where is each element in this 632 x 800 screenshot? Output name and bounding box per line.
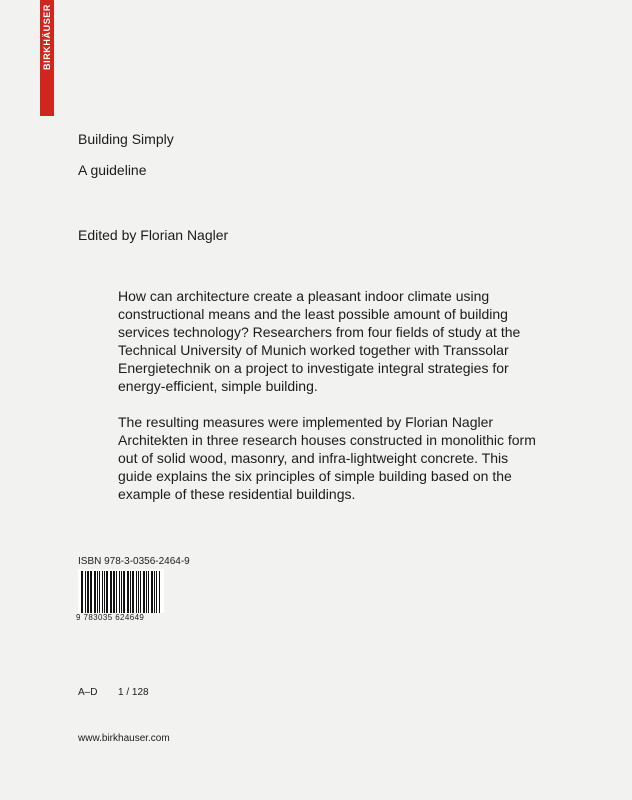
book-description bbox=[118, 287, 538, 521]
barcode-bar bbox=[87, 571, 89, 613]
barcode-bar bbox=[130, 571, 131, 613]
barcode-bar bbox=[136, 571, 137, 613]
barcode-bar bbox=[102, 571, 103, 613]
barcode-bar bbox=[113, 571, 115, 613]
barcode-bar bbox=[132, 571, 134, 613]
barcode-digits: 9 783035 624649 bbox=[76, 613, 168, 622]
barcode-bar bbox=[110, 571, 112, 613]
barcode-bar bbox=[140, 571, 141, 613]
volume-count: 1 / 128 bbox=[118, 687, 149, 698]
barcode-bar bbox=[159, 571, 160, 613]
barcode-bar bbox=[127, 571, 129, 613]
barcode-bar bbox=[97, 571, 98, 613]
barcode-bar bbox=[138, 571, 139, 613]
barcode-bar bbox=[121, 571, 122, 613]
barcode-bar bbox=[119, 571, 120, 613]
barcode-bar bbox=[116, 571, 117, 613]
description-paragraph-2: The resulting measures were implemented by Florian Nagler Architekten in three research houses constructed in monolithic form out of solid wood, masonry, and infra-lightweight concrete. This guide explains the six principles of simple building based on the example of these residential buildings. bbox=[118, 414, 536, 502]
barcode-bar bbox=[94, 571, 96, 613]
barcode-bar bbox=[143, 571, 145, 613]
description-paragraph-1: How can architecture create a pleasant indoor climate using constructional means and the least possible amount of building services technology? Researchers from four fields of study at the Technical University of Munich worked together with Transsolar Energietechnik on a project to investigate integral strategies for energy-efficient, simple building. bbox=[118, 288, 521, 394]
barcode-bar bbox=[85, 571, 86, 613]
barcode-bar bbox=[81, 571, 83, 613]
publisher-logo: BIRKHÄUSER bbox=[42, 4, 52, 71]
editor-credit: Edited by Florian Nagler bbox=[78, 227, 229, 243]
barcode-bar bbox=[154, 571, 155, 613]
barcode-bar bbox=[106, 571, 108, 613]
barcode-bar bbox=[123, 571, 125, 613]
book-subtitle: A guideline bbox=[78, 162, 147, 178]
barcode-bar bbox=[90, 571, 92, 613]
barcode-bar bbox=[156, 571, 157, 613]
book-title: Building Simply bbox=[78, 131, 174, 147]
isbn-label: ISBN 978-3-0356-2464-9 bbox=[78, 556, 190, 567]
barcode-bar bbox=[148, 571, 149, 613]
barcode-bar bbox=[151, 571, 153, 613]
barcode-bar bbox=[99, 571, 100, 613]
barcode-bar bbox=[104, 571, 105, 613]
barcode-bar bbox=[146, 571, 147, 613]
publisher-url[interactable]: www.birkhauser.com bbox=[78, 733, 170, 744]
category-range: A–D bbox=[78, 687, 98, 698]
